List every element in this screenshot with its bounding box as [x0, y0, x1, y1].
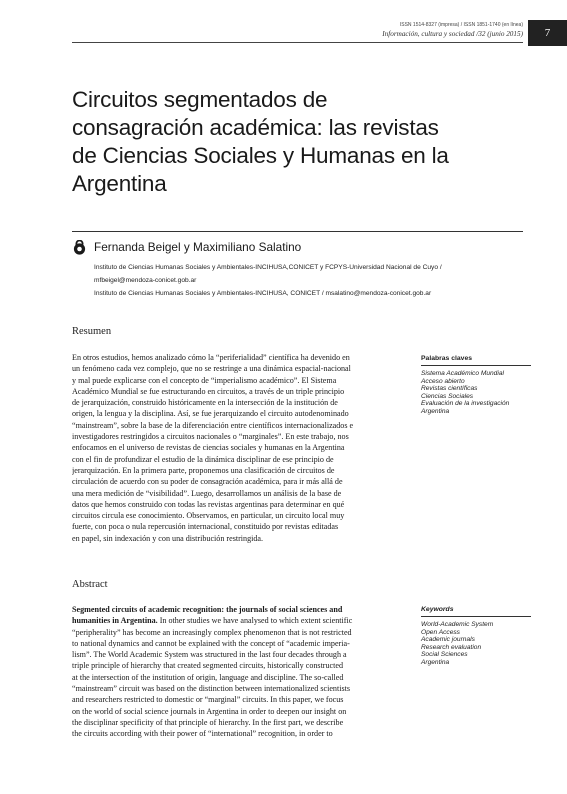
keywords-es-list — [421, 370, 531, 416]
resumen-line: “mainstream”, sobre la base de la diferenciación entre científicos internacionalizados e — [72, 420, 354, 430]
abstract-line: to national dynamics and cannot be explained with the concept of “academic imperia- — [72, 638, 350, 648]
keywords-en-list — [421, 621, 531, 667]
abstract-line: and researchers restricted to domestic or “marginal” circuits. In this paper, we focus — [72, 695, 344, 705]
resumen-line: fuerte, con poca o nula repercusión internacional, constituido por revistas editadas — [72, 522, 339, 532]
abstract-line: at the intersection of the institution of origin, language and discipline. The so-called — [72, 672, 344, 682]
resumen-line: con el fin de profundizar el estudio de la dinámica disciplinar de ese principio de — [72, 454, 334, 464]
title-rule — [72, 231, 523, 232]
resumen-line: En otros estudios, hemos analizado cómo la “periferialidad” científica ha devenido en — [72, 353, 350, 362]
resumen-line: de jerarquización, construido históricamente en la intersección de la institución de — [72, 398, 338, 408]
resumen-line: en papel, sin indexación y con una distribución restringida. — [72, 533, 264, 543]
abstract-title-line: humanities in Argentina. — [72, 616, 158, 626]
keyword-item: Acceso abierto — [421, 377, 465, 385]
author-email[interactable]: mfbeigel@mendoza-conicet.gob.ar — [94, 277, 197, 284]
resumen-line: investigadores restringidos a circuitos nacionales o “marginales”. En este trabajo, nos — [72, 432, 349, 442]
title-line: de Ciencias Sociales y Humanas en la — [72, 143, 449, 168]
keyword-item: Evaluación de la investigación — [421, 400, 510, 408]
abstract-line: the disciplinar specificity of that principle of hierarchy. In the first part, we describe — [72, 717, 344, 727]
abstract-line: “peripherality” has become an increasingly complex phenomenon that is not restricted — [72, 627, 352, 637]
author-affiliation: Instituto de Ciencias Humanas Sociales y Ambientales-INCIHUSA,CONICET y FCPYS-Universidad Nacional de Cuyo / — [94, 264, 442, 271]
abstract-line: lism”. The World Academic System was structured in the last four decades through a — [72, 650, 347, 660]
title-line: consagración académica: las revistas — [72, 115, 439, 140]
resumen-line: datos que hemos construido con todas las revistas argentinas para determinar en qué — [72, 499, 345, 509]
abstract-line: the circuits according with their power of “international” recognition, in order to — [72, 729, 333, 739]
keyword-item: Ciencias Sociales — [421, 392, 474, 400]
resumen-line: circuitos circula ese conocimiento. Observamos, en particular, un circuito local muy — [72, 511, 345, 521]
abstract-title-line: Segmented circuits of academic recognition: the journals of social sciences and — [72, 605, 343, 614]
keyword-item: Sistema Académico Mundial — [421, 370, 504, 377]
author-affiliation: Instituto de Ciencias Humanas Sociales y Ambientales-INCIHUSA, CONICET / msalatino@mendoza-conicet.gob.ar — [94, 290, 432, 297]
keyword-item: Research evaluation — [421, 643, 482, 651]
resumen-line: jerarquización. En la primera parte, proponemos una clasificación de circuitos de — [72, 465, 335, 475]
keyword-item: World-Academic System — [421, 621, 494, 628]
abstract-line: triple principle of hierarchy that created segmented circuits, historically constructed — [72, 661, 344, 671]
resumen-line: una mera medición de “visibilidad”. Luego, desarrollamos un análisis de la base de — [72, 488, 342, 498]
open-access-author-icon — [72, 240, 87, 255]
resumen-text — [72, 352, 409, 544]
keywords-en-box — [421, 606, 531, 667]
article-title — [72, 86, 532, 198]
keyword-item: Open Access — [421, 628, 460, 636]
resumen-line: un fenómeno cada vez complejo, que no se restringe a una dinámica espacial-nacional — [72, 364, 351, 374]
keyword-item: Revistas científicas — [421, 385, 478, 393]
resumen-line: origen, la lengua y la disciplina. Así, se fue jerarquizando el circuito autodenominado — [72, 409, 349, 419]
abstract-line: In other studies we have analysed to which extent scientific — [157, 616, 353, 626]
keyword-item: Social Sciences — [421, 651, 468, 659]
abstract-text — [72, 604, 409, 740]
keyword-item: Argentina — [421, 407, 450, 415]
abstract-heading: Abstract — [72, 579, 108, 590]
header-journal-title: Información, cultura y sociedad /32 (junio 2015) — [382, 30, 523, 38]
header-issn: ISSN 1514-8327 (impresa) / ISSN 1851-1740 (en línea) — [399, 22, 523, 28]
author-names: Fernanda Beigel y Maximiliano Salatino — [94, 240, 302, 254]
abstract-line: “mainstream” circuit was based on the distinction between internationalized scientists — [72, 684, 351, 694]
header-rule — [72, 42, 523, 43]
keyword-item: Argentina — [421, 658, 450, 666]
keywords-es-box — [421, 355, 531, 416]
keywords-en-title: Keywords — [421, 606, 531, 617]
resumen-line: enfocamos en el universo de revistas de ciencias sociales y humanas en la Argentina — [72, 443, 345, 453]
abstract-line: on the world of social science journals in Argentina in order to deepen our insight on — [72, 706, 347, 716]
title-line: Circuitos segmentados de — [72, 87, 328, 112]
page-number: 7 — [528, 20, 567, 46]
keyword-item: Academic journals — [421, 636, 475, 644]
resumen-line: circulación de acuerdo con su poder de consagración académica, para ir más allá de — [72, 477, 343, 487]
resumen-heading: Resumen — [72, 326, 112, 337]
resumen-line: Académico Mundial se fue estructurando en circuitos, a través de un triple principio — [72, 386, 345, 396]
keywords-es-title: Palabras claves — [421, 355, 531, 366]
resumen-line: y mal puede explicarse con el concepto de “imperialismo académico”. El Sistema — [72, 375, 337, 385]
title-line: Argentina — [72, 171, 167, 196]
